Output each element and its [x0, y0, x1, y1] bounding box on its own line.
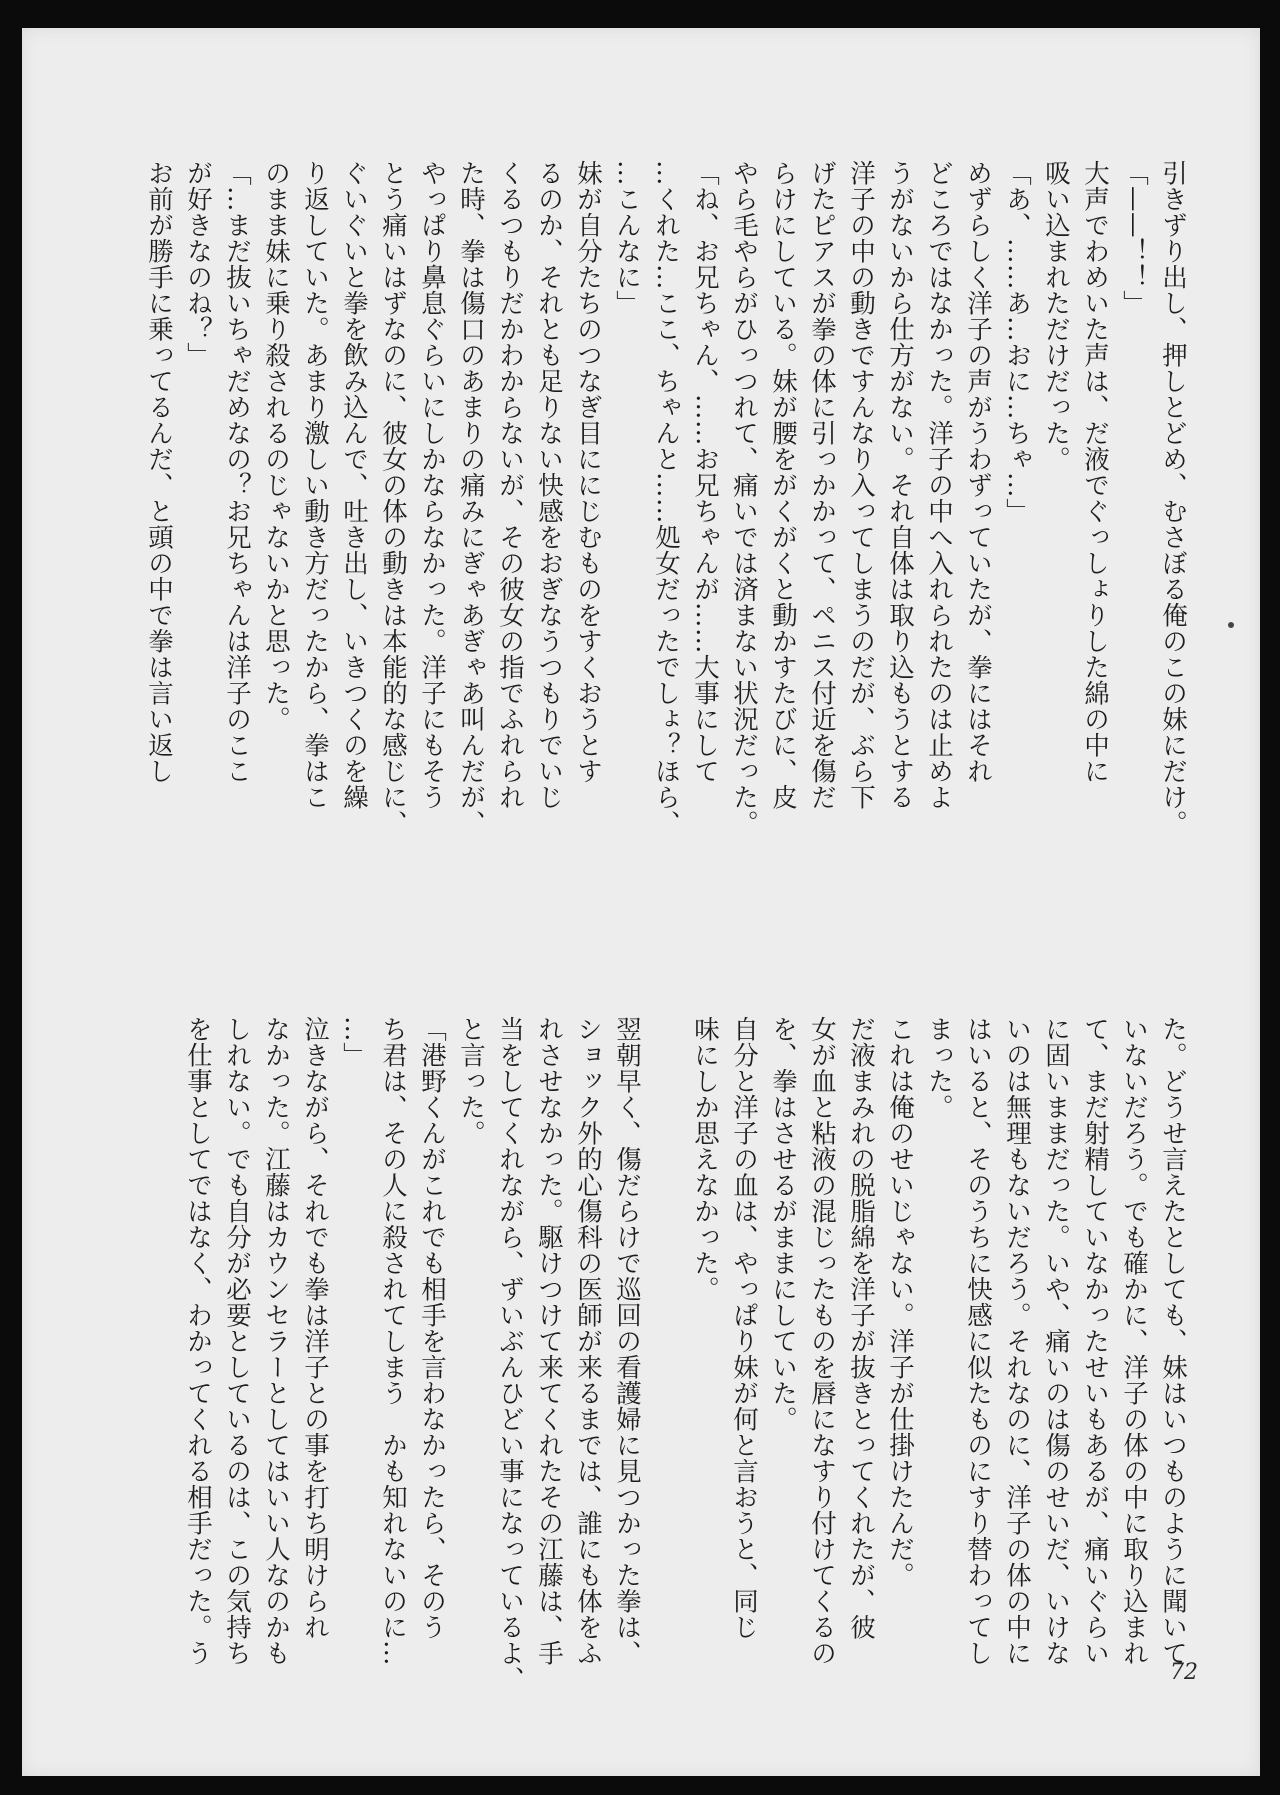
text-line: り返していた。あまり激しい動き方だったから、拳はこ: [300, 160, 330, 810]
text-line: しれない。でも自分が必要としているのは、この気持ち: [222, 1016, 252, 1666]
page-number: 72: [1170, 1660, 1198, 1685]
text-line: 女が血と粘液の混じったものを唇になすり付けてくるの: [807, 1016, 837, 1666]
text-line: やら毛やらがひっつれて、痛いでは済まない状況だった。: [729, 160, 759, 836]
text-line: 「…まだ抜いちゃだめなの？お兄ちゃんは洋子のここ: [222, 160, 252, 784]
text-line: とう痛いはずなのに、彼女の体の動きは本能的な感じに、: [378, 160, 408, 836]
text-line: た。どうせ言えたとしても、妹はいつものように聞いて: [1158, 1016, 1188, 1666]
blank-line: [646, 1016, 685, 1696]
text-line: 当をしてくれながら、ずいぶんひどい事になっているよ、: [495, 1016, 525, 1692]
text-line: 吸い込まれただけだった。: [1041, 160, 1071, 472]
text-line: ショック外的心傷科の医師が来るまでは、誰にも体をふ: [573, 1016, 603, 1666]
text-line: を仕事としてではなく、わかってくれる相手だった。う: [183, 1016, 213, 1666]
text-line: を、拳はさせるがままにしていた。: [768, 1016, 798, 1432]
text-line: いのは無理もないだろう。それなのに、洋子の体の中に: [1002, 1016, 1032, 1666]
text-line: はいると、そのうちに快感に似たものにすり替わってし: [963, 1016, 993, 1666]
text-line: と言った。: [456, 1016, 486, 1146]
text-line: 翌朝早く、傷だらけで巡回の看護婦に見つかった拳は、: [612, 1016, 642, 1666]
scan-speck: [1228, 622, 1234, 628]
text-line: て、まだ射精していなかったせいもあるが、痛いぐらい: [1080, 1016, 1110, 1666]
text-line: いないだろう。でも確かに、洋子の体の中に取り込まれ: [1119, 1016, 1149, 1666]
text-line: どころではなかった。洋子の中へ入れられたのは止めよ: [924, 160, 954, 810]
upper-text-block: [139, 160, 1192, 840]
text-line: らけにしている。妹が腰をがくがくと動かすたびに、皮: [768, 160, 798, 810]
text-line: 大声でわめいた声は、だ液でぐっしょりした綿の中に: [1080, 160, 1110, 784]
text-line: れさせなかった。駆けつけて来てくれたその江藤は、手: [534, 1016, 564, 1666]
text-line: るのか、それとも足りない快感をおぎなうつもりでいじ: [534, 160, 564, 810]
text-line: お前が勝手に乗ってるんだ、と頭の中で拳は言い返し: [144, 160, 174, 784]
text-line: 味にしか思えなかった。: [690, 1016, 720, 1302]
text-line: のまま妹に乗り殺されるのじゃないかと思った。: [261, 160, 291, 732]
text-line: た時、拳は傷口のあまりの痛みにぎゃあぎゃあ叫んだが、: [456, 160, 486, 836]
text-line: うがないから仕方がない。それ自体は取り込もうとする: [885, 160, 915, 810]
text-line: これは俺のせいじゃない。洋子が仕掛けたんだ。: [885, 1016, 915, 1588]
text-line: …くれた…ここ、ちゃんと……処女だったでしょ？ほら、: [651, 160, 681, 836]
text-line: 自分と洋子の血は、やっぱり妹が何と言おうと、同じ: [729, 1016, 759, 1640]
text-line: が好きなのね？」: [183, 160, 213, 368]
text-line: 「——！！」: [1119, 160, 1149, 316]
text-line: 泣きながら、それでも拳は洋子との事を打ち明けられ: [300, 1016, 330, 1640]
text-line: なかった。江藤はカウンセラーとしてはいい人なのかも: [261, 1016, 291, 1666]
text-line: 「ね、お兄ちゃん、……お兄ちゃんが……大事にして: [690, 160, 720, 784]
text-line: まった。: [924, 1016, 954, 1120]
text-line: ち君は、その人に殺されてしまう かも知れないのに…: [378, 1016, 408, 1666]
text-line: だ液まみれの脱脂綿を洋子が抜きとってくれたが、彼: [846, 1016, 876, 1640]
text-line: やっぱり鼻息ぐらいにしかならなかった。洋子にもそう: [417, 160, 447, 810]
text-line: …こんなに」: [612, 160, 642, 316]
text-line: 洋子の中の動きですんなり入ってしまうのだが、ぶら下: [846, 160, 876, 810]
text-line: げたピアスが拳の体に引っかかって、ペニス付近を傷だ: [807, 160, 837, 810]
text-line: 引きずり出し、押しとどめ、むさぼる俺のこの妹にだけ。: [1158, 160, 1188, 836]
text-line: に固いままだった。いや、痛いのは傷のせいだ、いけな: [1041, 1016, 1071, 1666]
text-line: …」: [339, 1016, 369, 1068]
text-line: くるつもりだかわからないが、その彼女の指でふれられ: [495, 160, 525, 810]
book-page: [22, 28, 1260, 1776]
text-line: 妹が自分たちのつなぎ目ににじむものをすくおうとす: [573, 160, 603, 784]
text-line: 「あ、……あ…おに…ちゃ…」: [1002, 160, 1032, 524]
text-line: 「港野くんがこれでも相手を言わなかったら、そのう: [417, 1016, 447, 1640]
lower-text-block: [178, 1016, 1192, 1696]
text-line: めずらしく洋子の声がうわずっていたが、拳にはそれ: [963, 160, 993, 784]
text-line: ぐいぐいと拳を飲み込んで、吐き出し、いきつくのを繰: [339, 160, 369, 810]
